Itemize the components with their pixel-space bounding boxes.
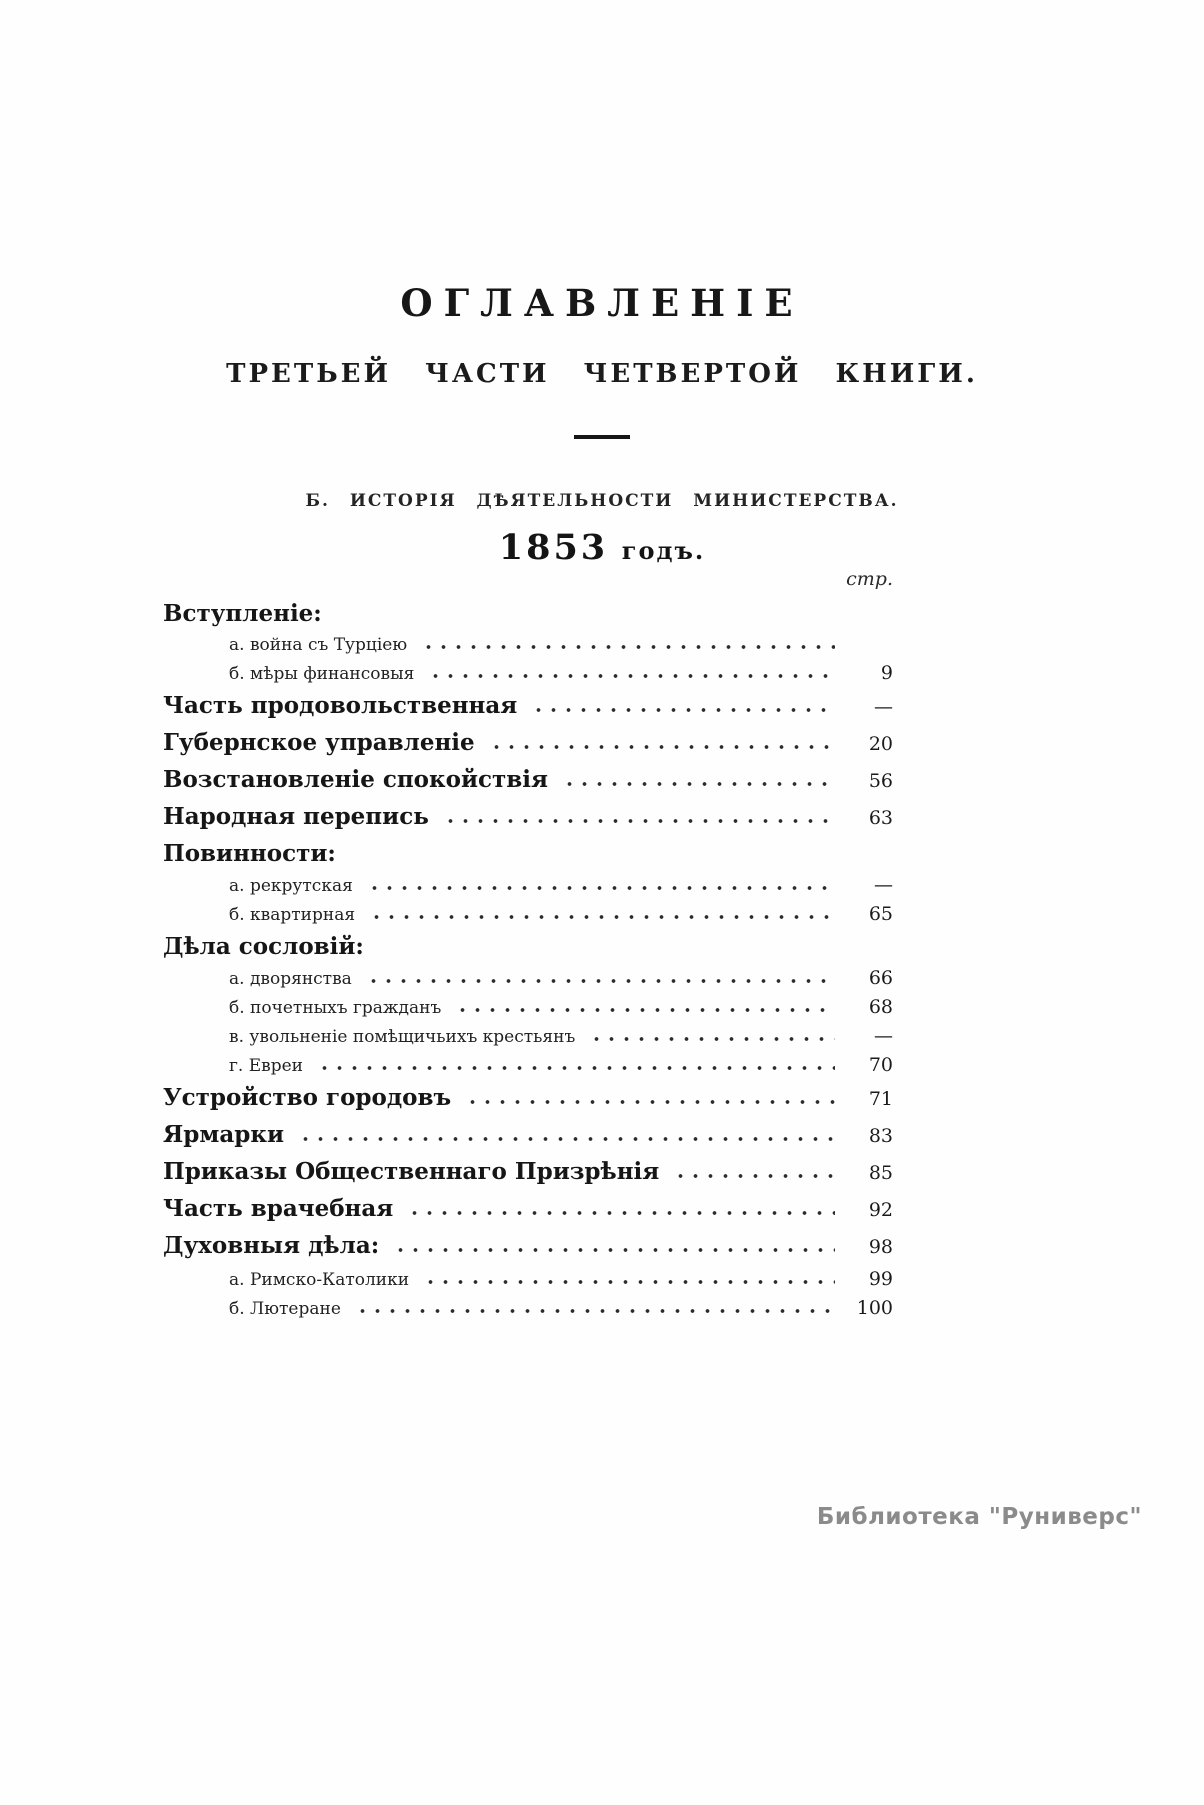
page-column-label: стр. [846,568,893,590]
dot-leader [407,1209,835,1216]
dot-leader [562,780,835,787]
toc-entry-label: Возстановленіе спокойствія [163,766,548,793]
toc-entry [163,1228,893,1265]
toc-entry-label: Духовныя дѣла: [163,1232,380,1259]
toc-entry [163,1191,893,1228]
toc-entry [163,1154,893,1191]
dot-leader [367,884,835,891]
table-of-contents [163,596,893,1323]
toc-entry-page: 68 [868,996,893,1018]
toc-entry-label: а. рекрутская [229,876,353,896]
toc-entry-label: Народная перепись [163,803,429,830]
toc-entry-page: 56 [868,770,893,792]
toc-entry-page: 70 [868,1054,893,1076]
toc-entry-label: а. война съ Турціею [229,635,408,655]
dot-leader [317,1064,835,1071]
toc-entry [163,596,893,631]
dot-leader [673,1172,835,1179]
divider-rule [574,435,630,439]
toc-entry-page: — [874,696,893,718]
toc-entry-page: 66 [868,967,893,989]
toc-entry-label: Ярмарки [163,1121,284,1148]
toc-entry-label: Губернское управленіе [163,729,475,756]
toc-entry [163,871,893,900]
toc-entry-label: б. мѣры финансовыя [229,664,415,684]
toc-entry-page: 9 [880,662,893,684]
toc-entry-label: Часть врачебная [163,1195,394,1222]
toc-entry-label: б. почетныхъ гражданъ [229,998,442,1018]
toc-entry-page: — [874,1025,893,1047]
toc-entry-label: б. квартирная [229,905,356,925]
toc-entry [163,1265,893,1294]
toc-entry-page: 99 [868,1268,893,1290]
toc-entry-page: 92 [868,1199,893,1221]
year-number: 1853 [498,527,609,568]
dot-leader [428,672,835,679]
toc-entry-label: Приказы Общественнаго Призрѣнія [163,1158,660,1185]
dot-leader [455,1006,835,1013]
dot-leader [589,1035,835,1042]
toc-entry-page: 71 [868,1088,893,1110]
section-heading: Б. ИСТОРІЯ ДѢЯТЕЛЬНОСТИ МИНИСТЕРСТВА. [305,491,899,511]
year-heading [0,527,1204,568]
toc-entry-page: 83 [868,1125,893,1147]
page-subtitle: ТРЕТЬЕЙ ЧАСТИ ЧЕТВЕРТОЙ КНИГИ. [226,359,978,389]
toc-entry [163,836,893,871]
toc-entry-label: Дѣла сословій: [163,933,364,960]
dot-leader [355,1307,835,1314]
toc-entry-page: 20 [868,733,893,755]
toc-entry [163,1022,893,1051]
page-title: ОГЛАВЛЕНІЕ [400,281,804,325]
toc-entry-page: 98 [868,1236,893,1258]
dot-leader [531,706,835,713]
toc-entry-page: — [874,874,893,896]
toc-entry-label: а. дворянства [229,969,352,989]
toc-entry [163,993,893,1022]
dot-leader [393,1246,835,1253]
toc-entry [163,900,893,929]
toc-entry-label: в. увольненіе помѣщичьихъ крестьянъ [229,1027,576,1047]
dot-leader [421,643,835,650]
toc-entry [163,1051,893,1080]
toc-entry-label: Повинности: [163,840,336,867]
toc-entry [163,1117,893,1154]
dot-leader [489,743,835,750]
toc-entry [163,929,893,964]
toc-entry [163,1294,893,1323]
toc-entry [163,964,893,993]
dot-leader [298,1135,835,1142]
toc-entry-page: 100 [856,1297,893,1319]
toc-entry-label: Устройство городовъ [163,1084,452,1111]
library-watermark: Библиотека "Руниверс" [816,1504,1142,1530]
toc-entry-page: 63 [868,807,893,829]
toc-entry [163,762,893,799]
toc-entry [163,799,893,836]
toc-entry-label: а. Римско-Католики [229,1270,410,1290]
dot-leader [369,913,835,920]
dot-leader [423,1278,835,1285]
year-word: годъ. [621,536,706,565]
dot-leader [465,1098,835,1105]
toc-entry [163,725,893,762]
toc-entry-label: Часть продовольственная [163,692,518,719]
toc-entry-label: г. Евреи [229,1056,303,1076]
dot-leader [366,977,835,984]
toc-entry [163,1080,893,1117]
toc-entry [163,659,893,688]
toc-entry [163,631,893,659]
toc-entry-label: Вступленіе: [163,600,322,627]
dot-leader [443,817,835,824]
toc-entry-page: 65 [868,903,893,925]
toc-entry [163,688,893,725]
toc-entry-page: 85 [868,1162,893,1184]
toc-entry-label: б. Лютеране [229,1299,341,1319]
